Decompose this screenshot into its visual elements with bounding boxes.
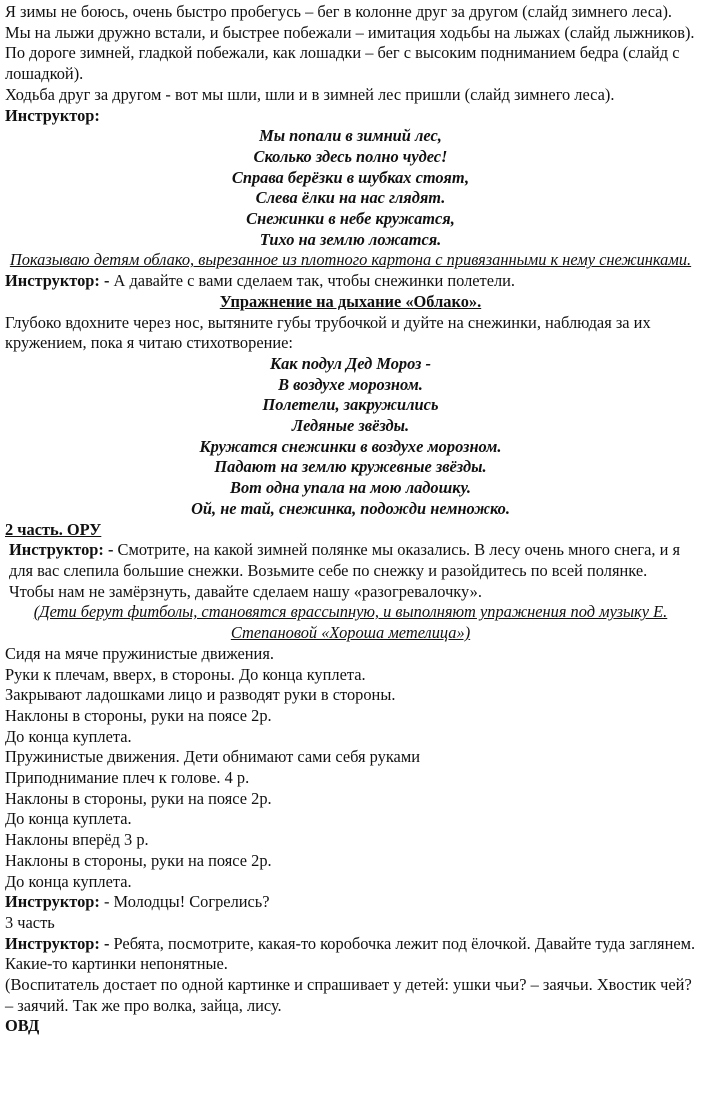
- exercise-item: До конца куплета.: [5, 871, 132, 891]
- instructor-label: Инструктор: -: [5, 271, 110, 291]
- text-line: (Воспитатель достает по одной картинке и спрашивает у детей: ушки чьи? – заячьи. Хвостик чей? – заячий. Так же про волка, зайца, лису.: [5, 975, 692, 1015]
- instructor-text: А давайте с вами сделаем так, чтобы снежинки полетели.: [109, 271, 516, 291]
- section-heading: ОВД: [5, 1016, 40, 1036]
- text-line: Ходьба друг за другом - вот мы шли, шли и в зимней лес пришли (слайд зимнего леса).: [5, 84, 615, 104]
- instructor-line: [5, 892, 696, 913]
- exercise-item: Приподнимание плеч к голове. 4 р.: [5, 768, 250, 788]
- exercise-title: Упражнение на дыхание «Облако».: [219, 291, 482, 311]
- text-line: Мы на лыжи дружно встали, и быстрее побежали – имитация ходьбы на лыжах (слайд лыжников).: [5, 22, 695, 42]
- poem-line: Ледяные звёзды.: [291, 416, 410, 436]
- poem-line: Слева ёлки на нас глядят.: [255, 188, 446, 208]
- exercise-item: До конца куплета.: [5, 726, 132, 746]
- poem-line: Снежинки в небе кружатся,: [246, 209, 455, 229]
- exercise-item: Сидя на мяче пружинистые движения.: [5, 643, 274, 663]
- poem-line: Падают на землю кружевные звёзды.: [214, 457, 487, 477]
- poem-line: Мы попали в зимний лес,: [259, 126, 442, 146]
- instructor-label: Инструктор: -: [5, 933, 110, 953]
- instructor-line: [5, 540, 696, 602]
- section-heading: 2 часть. ОРУ: [5, 519, 102, 539]
- exercise-item: Пружинистые движения. Дети обнимают сами себя руками: [5, 747, 420, 767]
- stage-note: Показываю детям облако, вырезанное из плотного картона с привязанными к нему снежинками.: [9, 250, 692, 270]
- text-line: По дороге зимней, гладкой побежали, как лошадки – бег с высоким подниманием бедра (слайд с лошадкой).: [5, 43, 680, 84]
- poem-line: Ой, не тай, снежинка, подожди немножко.: [191, 498, 510, 518]
- poem-line: Сколько здесь полно чудес!: [253, 146, 448, 166]
- instructor-text: Ребята, посмотрите, какая-то коробочка лежит под ёлочкой. Давайте туда заглянем. Какие-то картинки непонятные.: [5, 933, 696, 974]
- exercise-item: Наклоны в стороны, руки на поясе 2р.: [5, 705, 272, 725]
- instructor-label: Инструктор: -: [9, 540, 114, 560]
- exercise-item: Закрывают ладошками лицо и разводят руки в стороны.: [5, 685, 396, 705]
- poem-line: Как подул Дед Мороз -: [269, 353, 432, 373]
- poem-line: В воздухе морозном.: [278, 374, 423, 394]
- instructor-text: Смотрите, на какой зимней полянке мы оказались. В лесу очень много снега, и я для вас слепила большие снежки. Возьмите себе по снежку и разойдитесь по всей полянке. Чтобы нам не замёрзнуть, давайте сделаем нашу «разогревалочку».: [9, 540, 681, 601]
- exercise-item: До конца куплета.: [5, 809, 132, 829]
- instructor-line: [5, 271, 696, 292]
- exercise-item: Наклоны в стороны, руки на поясе 2р.: [5, 850, 272, 870]
- stage-note: (Дети берут фитболы, становятся врассыпную, и выполняют упражнения под музыку Е. Степановой «Хороша метелица»): [33, 602, 668, 643]
- poem-line: Кружатся снежинки в воздухе морозном.: [199, 436, 502, 456]
- instructor-label: Инструктор:: [5, 105, 100, 125]
- instructor-label: Инструктор:: [5, 892, 100, 912]
- poem-line: Вот одна упала на мою ладошку.: [230, 478, 471, 498]
- exercise-item: Руки к плечам, вверх, в стороны. До конца куплета.: [5, 664, 366, 684]
- exercise-item: Наклоны вперёд 3 р.: [5, 830, 149, 850]
- instructor-text: - Молодцы! Согрелись?: [99, 892, 270, 912]
- exercise-item: Наклоны в стороны, руки на поясе 2р.: [5, 788, 272, 808]
- text-line: Глубоко вдохните через нос, вытяните губы трубочкой и дуйте на снежинки, наблюдая за их кружением, пока я читаю стихотворение:: [5, 312, 651, 353]
- section-heading: 3 часть: [5, 912, 55, 932]
- instructor-line: [5, 934, 696, 975]
- poem-line: Тихо на землю ложатся.: [259, 229, 442, 249]
- text-line: Я зимы не боюсь, очень быстро пробегусь – бег в колонне друг за другом (слайд зимнего леса).: [5, 2, 673, 21]
- poem-line: Полетели, закружились: [262, 395, 439, 415]
- poem-line: Справа берёзки в шубках стоят,: [231, 167, 470, 187]
